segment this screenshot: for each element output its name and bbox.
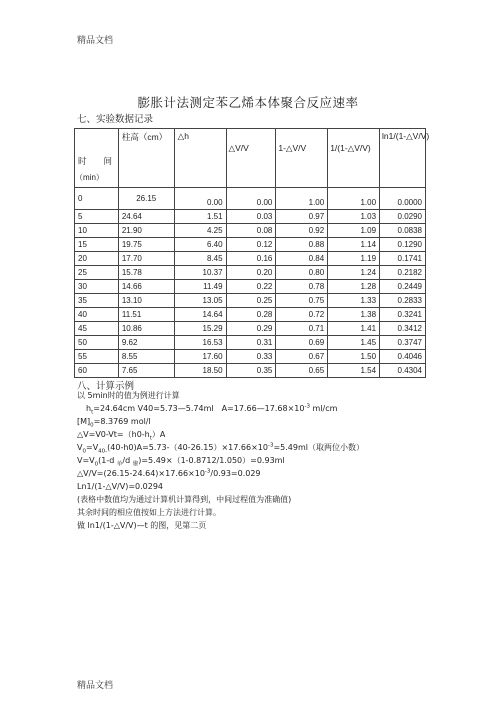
table-cell: 0.72 (276, 308, 328, 322)
table-cell: 0.3241 (380, 308, 426, 322)
table-cell: 18.50 (174, 364, 226, 378)
calc-line-ht: $h_t=24.64cm$ V40=5.73—5.74ml $A=17.66—17.68\times 10^{-3}$ ml/cm (86, 403, 338, 416)
table-cell: 19.75 (118, 238, 174, 252)
table-cell: 7.65 (118, 364, 174, 378)
table-cell: 0.00 (226, 188, 276, 210)
table-cell: 1.28 (328, 280, 380, 294)
table-cell: 10.86 (118, 322, 174, 336)
calc-intro: 以 5min时的值为例进行计算 (77, 391, 180, 400)
table-header-row (75, 129, 426, 188)
table-row (75, 294, 426, 308)
table-cell: 0.2449 (380, 280, 426, 294)
table-cell: 40 (75, 308, 119, 322)
table-cell: 13.05 (174, 294, 226, 308)
calc-line-m0: $[M]_0=8.3769$ mol/l (77, 417, 151, 429)
table-row (75, 210, 426, 224)
table-cell: 5 (75, 210, 119, 224)
table-cell: 35 (75, 294, 119, 308)
section-heading-data: 七、实验数据记录 (77, 114, 154, 125)
header-dh (174, 129, 226, 188)
table-row (75, 350, 426, 364)
table-cell: 20 (75, 252, 119, 266)
table-cell: 1.19 (328, 252, 380, 266)
table-cell: 0.16 (226, 252, 276, 266)
calc-line-v: $V=V_0(1-d$ $_单$/d $_聚$)=5.49×（1-0.8712/1.050）=0.93ml (77, 456, 285, 468)
header-time-label: 时 间 (78, 156, 113, 166)
table-cell: 8.45 (174, 252, 226, 266)
header-ln (380, 129, 430, 188)
table-cell: 0.75 (276, 294, 328, 308)
table-cell: 0.78 (276, 280, 328, 294)
table-cell: 10 (75, 224, 119, 238)
table-cell: 0.3747 (380, 336, 426, 350)
table-cell: 14.64 (174, 308, 226, 322)
table-cell: 0.69 (276, 336, 328, 350)
page-header-label: 精品文档 (77, 36, 114, 46)
table-cell: 0.80 (276, 266, 328, 280)
table-cell: 0.84 (276, 252, 328, 266)
table-cell: 1.38 (328, 308, 380, 322)
table-cell: 0.28 (226, 308, 276, 322)
table-cell: 30 (75, 280, 119, 294)
table-cell: 0.97 (276, 210, 328, 224)
table-cell: 15.29 (174, 322, 226, 336)
table-cell: 1.09 (328, 224, 380, 238)
header-time (75, 129, 119, 188)
table-cell: 1.51 (174, 210, 226, 224)
table-row (75, 280, 426, 294)
calc-line-dvv: $\triangle V/V=(26.15-24.64)\times 17.66\times 10^{-3}/0.93=0.029$ (77, 468, 261, 478)
table-cell: 55 (75, 350, 119, 364)
table-row (75, 336, 426, 350)
calc-note: (表格中数值均为通过计算机计算得到，中间过程值为准确值) (77, 495, 292, 504)
table-cell: 0.92 (276, 224, 328, 238)
table-cell: 0.0000 (380, 188, 426, 210)
table-cell: 17.60 (174, 350, 226, 364)
table-cell: 0.2833 (380, 294, 426, 308)
table-cell: 0.2182 (380, 266, 426, 280)
table-row (75, 224, 426, 238)
table-cell: 0.0290 (380, 210, 426, 224)
table-row (75, 322, 426, 336)
table-cell: 10.37 (174, 266, 226, 280)
table-cell: 0.3412 (380, 322, 426, 336)
table-cell: 16.53 (174, 336, 226, 350)
table-cell: 0.29 (226, 322, 276, 336)
header-height-label: 柱高（cm） (121, 132, 168, 142)
table-cell: 0.4046 (380, 350, 426, 364)
table-cell: 8.55 (118, 350, 174, 364)
calc-line-v0: $V_0=V_{40-}(40-h0)A=5.73-(40-26.15)\times 17.66\times 10^{-3}=5.49ml$（取两位小数） (77, 442, 364, 455)
table-cell: 0.12 (226, 238, 276, 252)
table-cell: 9.62 (118, 336, 174, 350)
table-cell: 24.64 (118, 210, 174, 224)
table-cell: 17.70 (118, 252, 174, 266)
table-cell: 0.08 (226, 224, 276, 238)
table-cell: 0.25 (226, 294, 276, 308)
table-cell: 50 (75, 336, 119, 350)
calc-rest: 其余时间的相应值按如上方法进行计算。 (77, 508, 221, 517)
data-table (74, 128, 430, 378)
table-cell: 0.20 (226, 266, 276, 280)
table-cell: 1.14 (328, 238, 380, 252)
table-cell: 1.54 (328, 364, 380, 378)
header-recip (328, 129, 380, 188)
table-cell: 0.0838 (380, 224, 426, 238)
table-row (75, 364, 426, 378)
table-cell: 11.51 (118, 308, 174, 322)
table-row (75, 238, 426, 252)
table-row (75, 266, 426, 280)
table-row (75, 188, 426, 210)
table-cell: 0.1741 (380, 252, 426, 266)
table-cell: 0.1290 (380, 238, 426, 252)
header-dvv (226, 129, 276, 188)
table-cell: 1.24 (328, 266, 380, 280)
header-ln-label: ln1/(1-△V/V) (382, 131, 430, 141)
table-row (75, 252, 426, 266)
calc-line-dv: $\triangle V=V0-Vt=(h0-h_t)A$ (77, 430, 166, 442)
header-one-minus-label: 1-△V/V (278, 143, 307, 153)
page-footer-label: 精品文档 (77, 681, 114, 691)
table-cell: 1.41 (328, 322, 380, 336)
calc-line-ln: Ln1/(1-△V/V)=0.0294 (77, 482, 164, 491)
table-cell: 4.25 (174, 224, 226, 238)
table-cell: 1.45 (328, 336, 380, 350)
header-dh-label: △h (177, 131, 189, 141)
table-cell: 0.33 (226, 350, 276, 364)
table-cell: 45 (75, 322, 119, 336)
page-title: 膨胀计法测定苯乙烯本体聚合反应速率 (137, 95, 359, 110)
table-cell: 0.4304 (380, 364, 426, 378)
table-cell: 15.78 (118, 266, 174, 280)
table-cell: 1.50 (328, 350, 380, 364)
table-cell: 0.03 (226, 210, 276, 224)
table-cell: 0 (75, 188, 119, 210)
table-row (75, 308, 426, 322)
table-cell: 60 (75, 364, 119, 378)
table-cell: 0.31 (226, 336, 276, 350)
header-one-minus (276, 129, 328, 188)
header-dvv-label: △V/V (228, 143, 249, 153)
table-cell: 0.00 (174, 188, 226, 210)
calc-plot-note: 做 ln1/(1-△V/V)—t 的图，见第二页 (77, 521, 207, 530)
table-cell: 0.22 (226, 280, 276, 294)
header-recip-label: 1/(1-△V/V) (330, 143, 371, 153)
table-cell: 0.67 (276, 350, 328, 364)
table-cell: 1.00 (328, 188, 380, 210)
table-cell: 13.10 (118, 294, 174, 308)
table-cell: 0.35 (226, 364, 276, 378)
table-cell: 0.88 (276, 238, 328, 252)
table-cell: 1.03 (328, 210, 380, 224)
table-cell: 0.71 (276, 322, 328, 336)
header-height (118, 129, 174, 188)
section-heading-calc: 八、计算示例 (77, 381, 135, 392)
table-cell: 15 (75, 238, 119, 252)
table-cell: 1.00 (276, 188, 328, 210)
table-cell: 26.15 (118, 188, 174, 210)
header-time-unit: （min） (75, 173, 104, 182)
table-cell: 11.49 (174, 280, 226, 294)
table-cell: 14.66 (118, 280, 174, 294)
table-cell: 1.33 (328, 294, 380, 308)
table-cell: 25 (75, 266, 119, 280)
table-cell: 0.65 (276, 364, 328, 378)
table-cell: 21.90 (118, 224, 174, 238)
table-cell: 6.40 (174, 238, 226, 252)
